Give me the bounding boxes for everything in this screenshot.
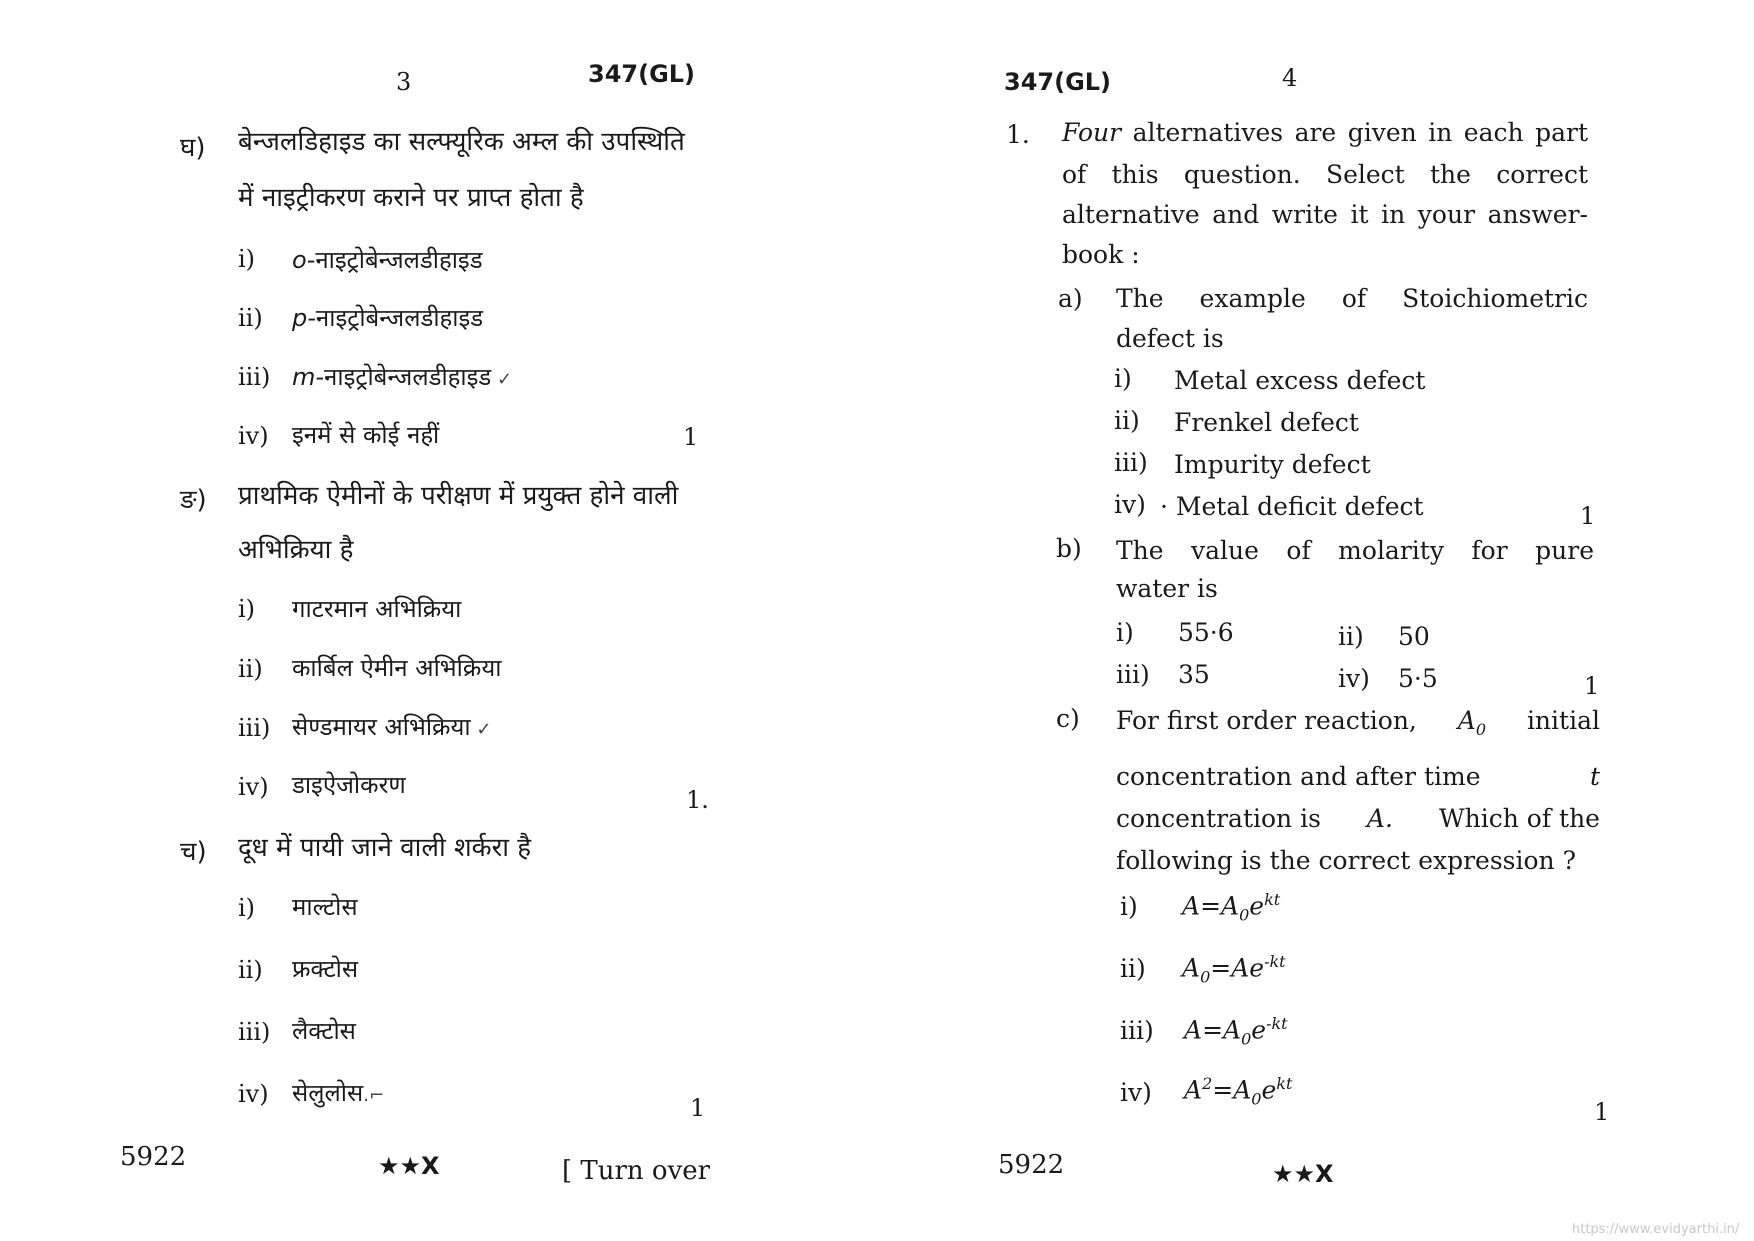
option-label: iv) bbox=[1120, 1078, 1152, 1107]
part-b-line1: The value of molarity for pure bbox=[1116, 536, 1594, 565]
option-text: p-नाइट्रोबेन्जलडीहाइड bbox=[292, 304, 484, 332]
question-1-intro-line3: alternative and write it in your answer- bbox=[1062, 200, 1588, 229]
right-page-number: 4 bbox=[1282, 64, 1298, 92]
part-c-line3: concentration is A. Which of the bbox=[1116, 804, 1600, 833]
option-text: 50 bbox=[1398, 622, 1430, 651]
option-label: iv) bbox=[238, 422, 269, 450]
option-label: iv) bbox=[238, 773, 269, 801]
option-text: डाइऐजोकरण bbox=[292, 771, 406, 799]
option-text: 5·5 bbox=[1398, 664, 1438, 693]
option-label: ii) bbox=[238, 304, 263, 332]
turn-over-text: [ Turn over bbox=[562, 1156, 711, 1186]
left-page-number: 3 bbox=[396, 68, 412, 96]
left-footer-stars: ★★X bbox=[378, 1152, 440, 1180]
option-label: iii) bbox=[1120, 1016, 1154, 1045]
option-label: i) bbox=[1114, 364, 1132, 393]
option-label: ii) bbox=[238, 655, 263, 683]
option-text: गाटरमान अभिक्रिया bbox=[292, 595, 462, 623]
part-c-label: c) bbox=[1056, 704, 1080, 733]
formula-option: $A_0=Ae^{-kt}$ bbox=[1182, 952, 1286, 987]
left-footer-code: 5922 bbox=[120, 1142, 187, 1172]
option-label: ii) bbox=[1338, 622, 1364, 651]
option-label: ii) bbox=[1120, 954, 1146, 983]
option-label: iv) bbox=[238, 1080, 269, 1108]
option-text: m-नाइट्रोबेन्जलडीहाइड ✓ bbox=[292, 363, 513, 391]
left-paper-code: 347(GL) bbox=[588, 60, 696, 88]
option-label: iii) bbox=[1114, 448, 1148, 477]
option-label: i) bbox=[238, 894, 256, 922]
option-label: iii) bbox=[238, 1018, 271, 1046]
option-text: कार्बिल ऐमीन अभिक्रिया bbox=[292, 654, 502, 682]
question-1-intro-line1: Four alternatives are given in each part bbox=[1062, 118, 1588, 147]
question-nga-text-line1: प्राथमिक ऐमीनों के परीक्षण में प्रयुक्त होने वाली bbox=[238, 481, 679, 511]
part-a-label: a) bbox=[1058, 284, 1083, 313]
option-label: ii) bbox=[1114, 406, 1140, 435]
marks: 1 bbox=[690, 1094, 706, 1122]
right-footer-code: 5922 bbox=[998, 1150, 1065, 1180]
question-cha-label: च) bbox=[180, 837, 207, 867]
question-1-intro-line2: of this question. Select the correct bbox=[1062, 160, 1588, 189]
question-gha-text-line1: बेन्जलडिहाइड का सल्फ्यूरिक अम्ल की उपस्थिति bbox=[238, 127, 685, 157]
option-text: · Metal deficit defect bbox=[1160, 492, 1424, 521]
question-gha-text-line2: में नाइट्रीकरण कराने पर प्राप्त होता है bbox=[238, 183, 584, 213]
option-text: माल्टोस bbox=[292, 893, 358, 921]
part-c-line4: following is the correct expression ? bbox=[1116, 846, 1576, 875]
part-b-line2: water is bbox=[1116, 574, 1218, 603]
part-a-line1: The example of Stoichiometric bbox=[1116, 284, 1588, 313]
marks: 1 bbox=[683, 423, 699, 451]
formula-option: $A^2=A_0e^{kt}$ bbox=[1184, 1074, 1293, 1109]
option-label: iii) bbox=[238, 363, 271, 391]
marks: 1 bbox=[1584, 672, 1600, 700]
right-paper-code: 347(GL) bbox=[1004, 68, 1112, 96]
option-text: फ्रक्टोस bbox=[292, 955, 359, 983]
option-label: i) bbox=[238, 245, 256, 273]
option-text: लैक्टोस bbox=[292, 1017, 356, 1045]
question-nga-label: ङ) bbox=[180, 485, 207, 515]
option-text: 35 bbox=[1178, 660, 1210, 689]
option-label: ii) bbox=[238, 956, 263, 984]
option-label: iv) bbox=[1114, 490, 1146, 519]
marks: 1. bbox=[686, 786, 709, 814]
question-gha-label: घ) bbox=[180, 133, 206, 163]
formula-option: $A=A_0e^{kt}$ bbox=[1182, 890, 1281, 925]
marks: 1 bbox=[1580, 502, 1596, 530]
option-text: इनमें से कोई नहीं bbox=[292, 421, 440, 449]
right-footer-stars: ★★X bbox=[1272, 1160, 1334, 1188]
option-text: o-नाइट्रोबेन्जलडीहाइड bbox=[292, 246, 483, 274]
question-nga-text-line2: अभिक्रिया है bbox=[238, 535, 354, 565]
question-1-number: 1. bbox=[1006, 120, 1030, 149]
option-text: Frenkel defect bbox=[1174, 408, 1359, 437]
part-b-label: b) bbox=[1056, 534, 1082, 563]
part-c-line2: concentration and after time t bbox=[1116, 762, 1600, 791]
option-label: i) bbox=[1120, 892, 1138, 921]
option-label: iii) bbox=[1116, 660, 1150, 689]
option-label: iv) bbox=[1338, 664, 1370, 693]
option-label: iii) bbox=[238, 714, 271, 742]
watermark-url: https://www.evidyarthi.in/ bbox=[1572, 1222, 1740, 1237]
option-label: i) bbox=[238, 595, 256, 623]
part-a-line2: defect is bbox=[1116, 324, 1224, 353]
formula-option: $A=A_0e^{-kt}$ bbox=[1184, 1014, 1288, 1049]
option-text: 55·6 bbox=[1178, 618, 1234, 647]
option-label: i) bbox=[1116, 618, 1134, 647]
option-text: सेण्डमायर अभिक्रिया ✓ bbox=[292, 713, 492, 741]
option-text: सेलुलोस.⌐ bbox=[292, 1079, 385, 1107]
marks: 1 bbox=[1594, 1098, 1610, 1126]
part-c-line1: For first order reaction, $A_0$ initial bbox=[1116, 706, 1600, 739]
option-text: Impurity defect bbox=[1174, 450, 1371, 479]
question-cha-text-line1: दूध में पायी जाने वाली शर्करा है bbox=[238, 833, 532, 863]
option-text: Metal excess defect bbox=[1174, 366, 1426, 395]
question-1-intro-line4: book : bbox=[1062, 240, 1140, 269]
